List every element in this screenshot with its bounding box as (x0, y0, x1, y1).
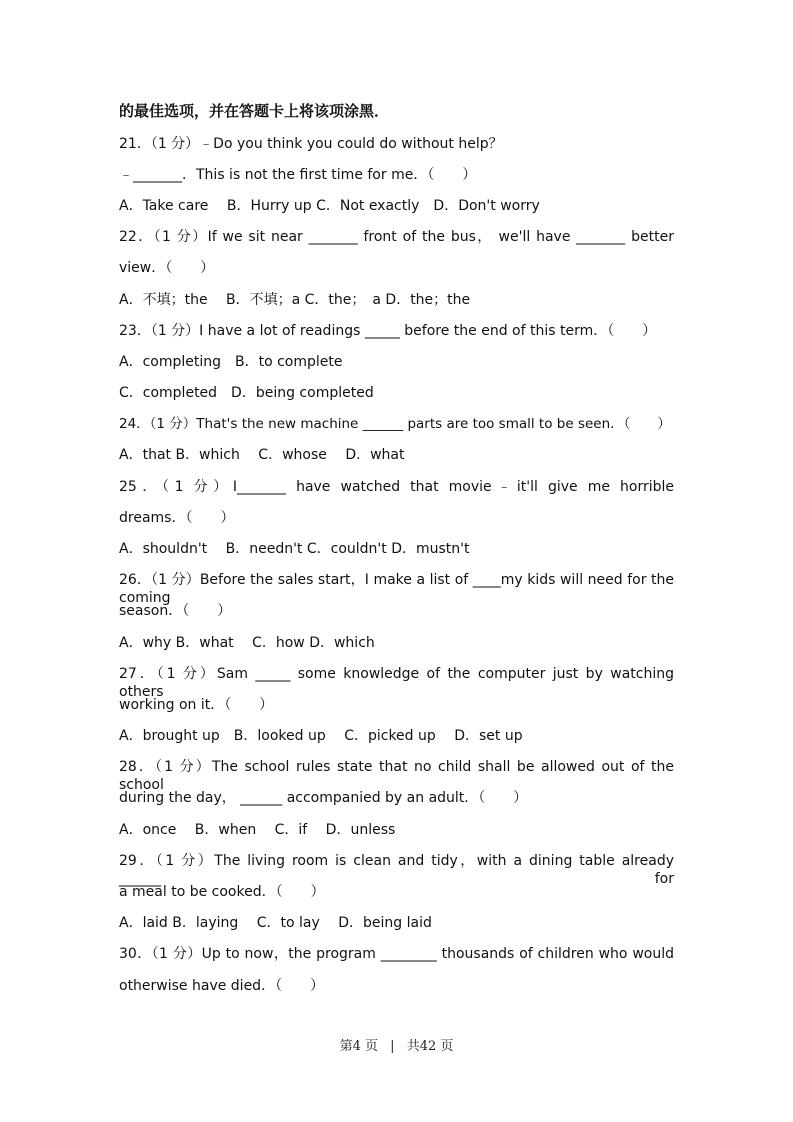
question-25-stem: 25．（1 分）I_______ have watched that movie﹣it'll give me horrible (119, 479, 674, 495)
question-22-stem-2: view．（ ） (119, 260, 215, 276)
question-23-stem: 23．（1 分）I have a lot of readings _____ before the end of this term．（ ） (119, 323, 657, 339)
question-25-options: A．shouldn't B．needn't C．couldn't D．mustn't (119, 541, 470, 557)
question-22-options: A．不填；the B．不填；a C．the； a D．the；the (119, 292, 471, 308)
question-27-stem: 27．（1 分）Sam _____ some knowledge of the computer just by watching others (119, 666, 674, 700)
page-total: 共42 页 (406, 1039, 454, 1054)
question-23-options-2: C．completed D．being completed (119, 385, 374, 401)
question-28-options: A．once B．when C．if D．unless (119, 822, 396, 838)
question-24-stem: 24．（1 分）That's the new machine ______ parts are too small to be seen．（ ） (119, 416, 671, 432)
question-23-options: A．completing B．to complete (119, 354, 343, 370)
question-25-stem-2: dreams．（ ） (119, 510, 235, 526)
question-27-stem-2: working on it．（ ） (119, 697, 274, 713)
question-28-stem-2: during the day， ______ accompanied by an adult．（ ） (119, 790, 528, 806)
question-21-options: A．Take care B．Hurry up C．Not exactly D．Don't worry (119, 198, 540, 214)
section-title: 的最佳选项，并在答题卡上将该项涂黑． (119, 102, 390, 120)
question-27-options: A．brought up B．looked up C．picked up D．set up (119, 728, 523, 744)
question-24-options: A．that B．which C．whose D．what (119, 447, 405, 463)
question-26-stem-2: season．（ ） (119, 603, 232, 619)
question-29-stem: 29．（1 分）The living room is clean and tidy，with a dining table already ______ for (119, 853, 674, 887)
question-29-options: A．laid B．laying C．to lay D．being laid (119, 915, 432, 931)
question-29-stem-2: a meal to be cooked．（ ） (119, 884, 325, 900)
question-21-stem-2: ﹣_______．This is not the first time for me．（ ） (119, 167, 477, 183)
question-28-stem: 28．（1 分）The school rules state that no child shall be allowed out of the school (119, 759, 674, 793)
page-footer (0, 1038, 793, 1056)
question-30-stem-2: otherwise have died．（ ） (119, 978, 325, 994)
question-26-options: A．why B．what C．how D．which (119, 635, 375, 651)
question-26-stem: 26．（1 分）Before the sales start，I make a list of ____my kids will need for the coming (119, 572, 674, 606)
question-30-stem: 30．（1 分）Up to now，the program ________ thousands of children who would (119, 946, 674, 962)
question-22-stem: 22．（1 分）If we sit near _______ front of the bus， we'll have _______ better (119, 229, 674, 245)
page-number: 第4 页 (339, 1039, 379, 1054)
footer-separator: | (390, 1039, 395, 1054)
question-21-stem: 21．（1 分）﹣Do you think you could do without help？ (119, 136, 503, 152)
